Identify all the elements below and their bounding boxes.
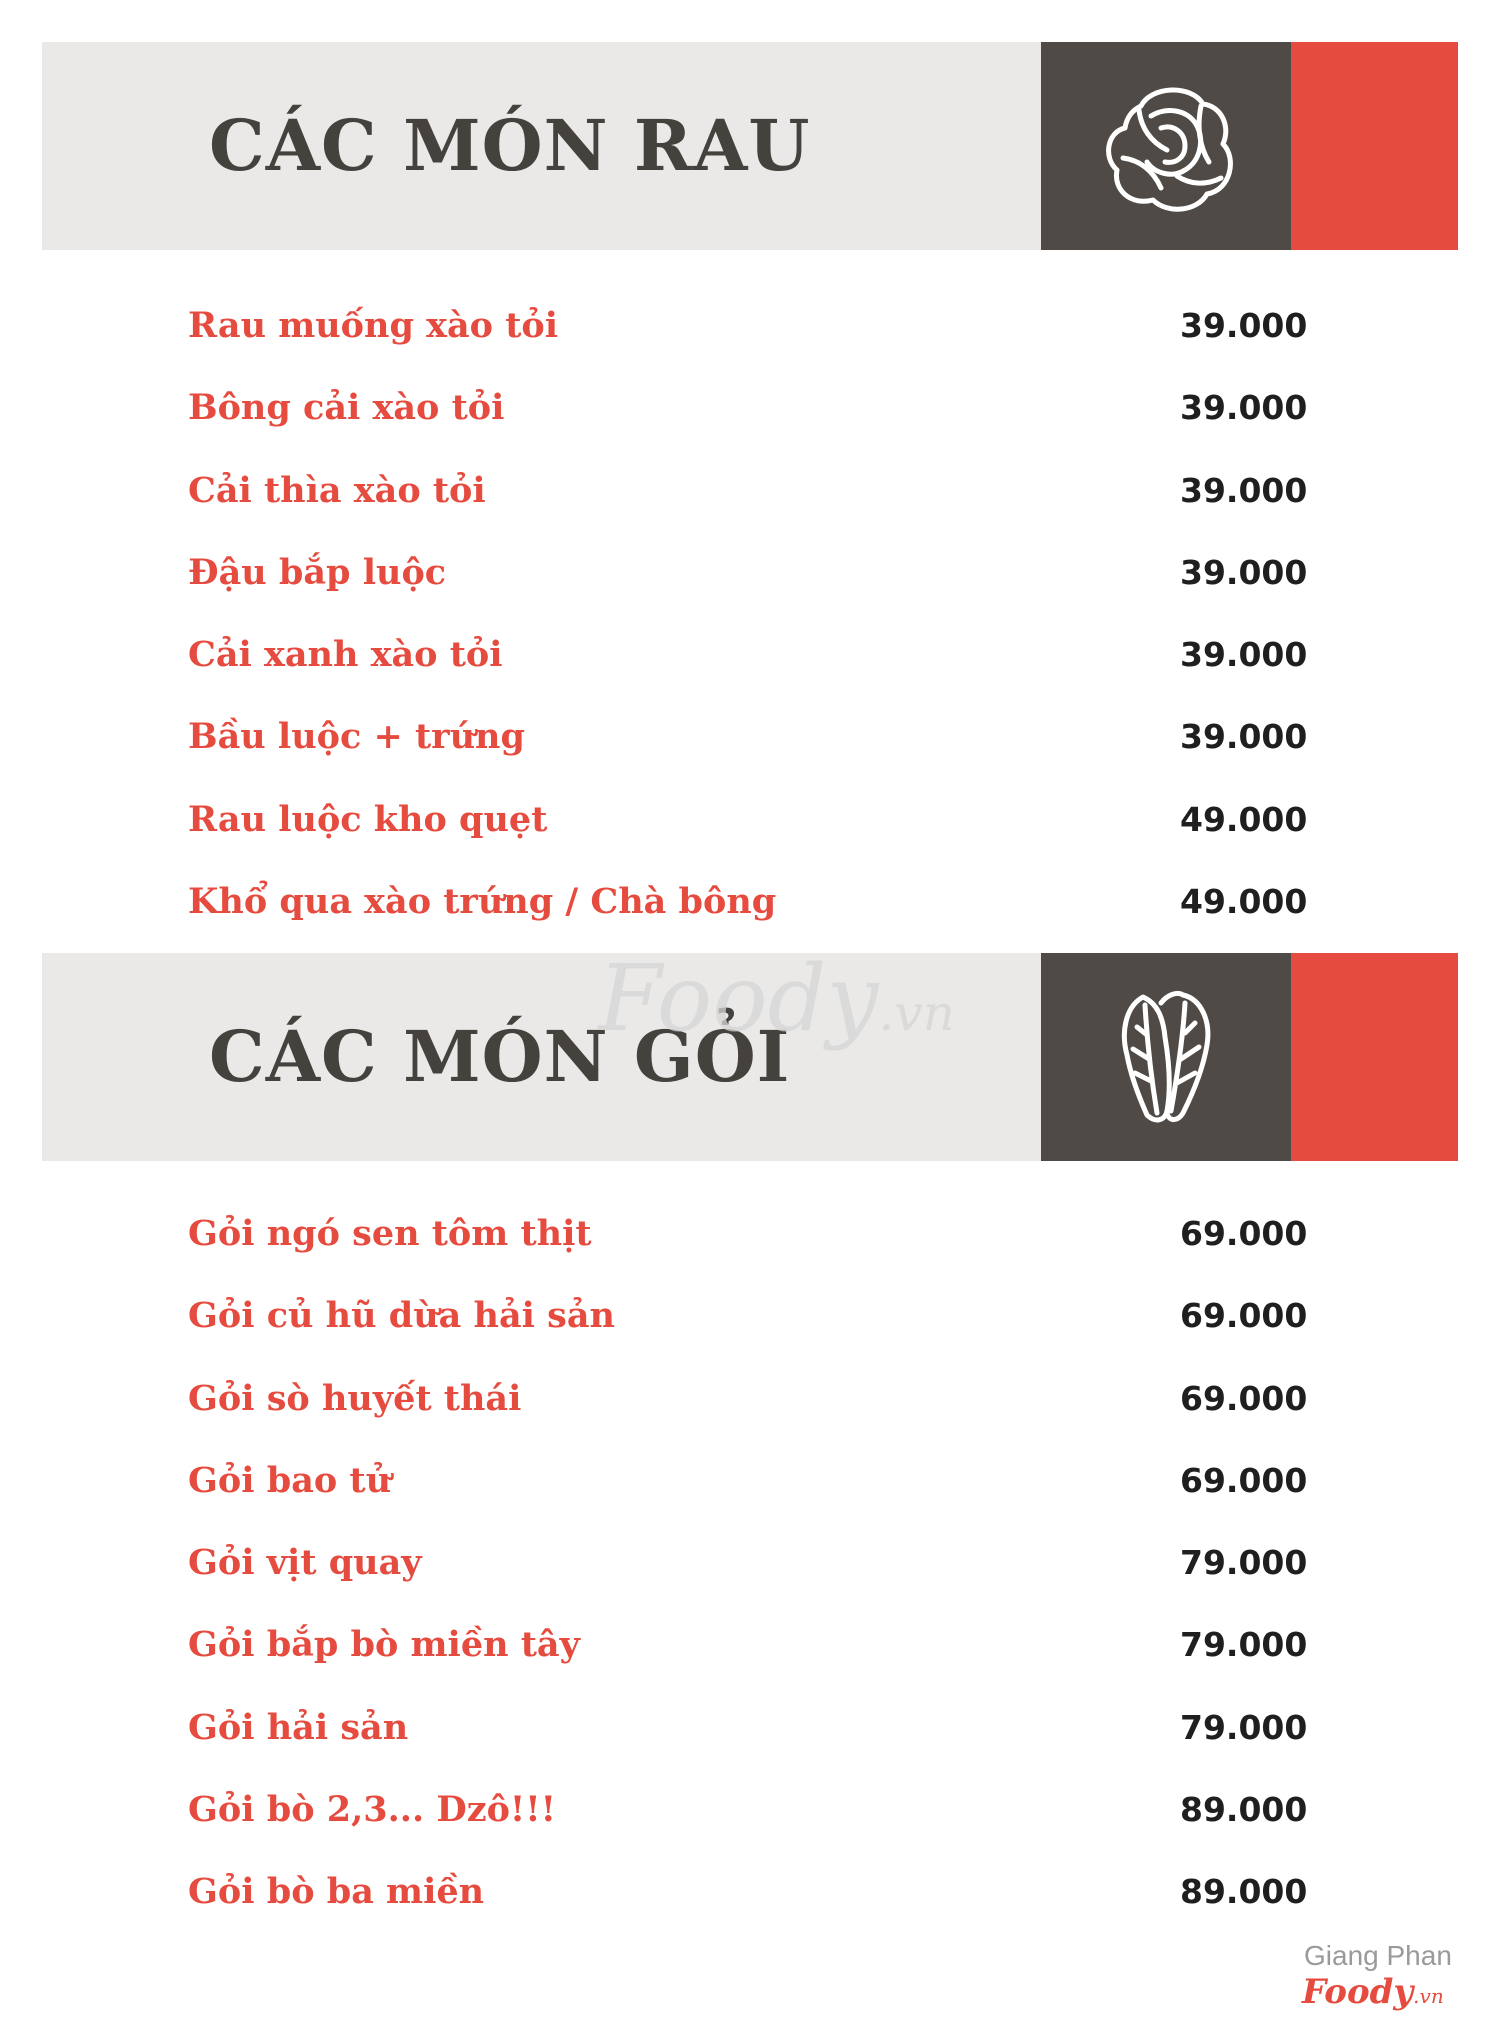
credit-tld: .vn — [1413, 1984, 1444, 2008]
menu-item-name: Gỏi ngó sen tôm thịt — [188, 1213, 592, 1254]
menu-item-price: 69.000 — [1180, 1378, 1308, 1418]
menu-item-price: 79.000 — [1180, 1625, 1308, 1665]
section-title: CÁC MÓN RAU — [209, 104, 811, 187]
menu-item-price: 49.000 — [1180, 882, 1308, 922]
menu-item-price: 89.000 — [1180, 1790, 1308, 1830]
menu-item — [0, 1440, 1500, 1522]
menu-item — [0, 1522, 1500, 1604]
menu-item-name: Gỏi bắp bò miền tây — [188, 1624, 580, 1666]
menu-item-name: Gỏi vịt quay — [188, 1542, 422, 1584]
menu-item-price: 69.000 — [1180, 1296, 1308, 1336]
accent-block — [1291, 42, 1458, 250]
menu-item-name: Rau muống xào tỏi — [188, 305, 559, 346]
menu-item-name: Gỏi bao tử — [188, 1459, 392, 1501]
menu-item-name: Gỏi bò ba miền — [188, 1871, 485, 1913]
menu-item — [0, 779, 1500, 861]
menu-item — [0, 532, 1500, 614]
menu-item-price: 39.000 — [1180, 552, 1308, 592]
menu-item-name: Cải thìa xào tỏi — [188, 469, 486, 511]
section-header-rau — [42, 42, 1458, 250]
menu-item — [0, 1687, 1500, 1769]
menu-item-name: Gỏi bò 2,3... Dzô!!! — [188, 1789, 557, 1831]
menu-item — [0, 614, 1500, 696]
menu-list-goi — [0, 1193, 1500, 1934]
menu-item — [0, 696, 1500, 778]
menu-item-price: 89.000 — [1180, 1872, 1308, 1912]
menu-item-price: 39.000 — [1180, 388, 1308, 428]
lettuce-icon — [1081, 977, 1251, 1137]
menu-item-price: 79.000 — [1180, 1543, 1308, 1583]
menu-item — [0, 1851, 1500, 1933]
menu-item-name: Đậu bắp luộc — [188, 551, 447, 593]
menu-item — [0, 450, 1500, 532]
menu-item-name: Gỏi sò huyết thái — [188, 1377, 522, 1419]
menu-item — [0, 285, 1500, 367]
foody-watermark — [598, 945, 955, 1052]
menu-item-price: 79.000 — [1180, 1707, 1308, 1747]
cabbage-icon — [1081, 66, 1251, 226]
menu-item-price: 39.000 — [1180, 635, 1308, 675]
section-title: CÁC MÓN GỎI — [209, 1015, 791, 1098]
accent-block — [1291, 953, 1458, 1161]
menu-item — [0, 1604, 1500, 1686]
menu-item-price: 39.000 — [1180, 470, 1308, 510]
menu-item-name: Gỏi củ hũ dừa hải sản — [188, 1295, 615, 1337]
menu-item — [0, 1769, 1500, 1851]
menu-item — [0, 861, 1500, 943]
menu-list-rau — [0, 285, 1500, 943]
menu-item-price: 39.000 — [1180, 717, 1308, 757]
foody-logo — [1302, 1972, 1444, 2012]
credit-brand: Foody — [1302, 1972, 1414, 2012]
credit-author: Giang Phan — [1304, 1940, 1452, 1971]
menu-item-name: Gỏi hải sản — [188, 1706, 409, 1748]
menu-item-name: Khổ qua xào trứng / Chà bông — [188, 881, 777, 923]
menu-item — [0, 367, 1500, 449]
watermark-tld: .vn — [878, 984, 955, 1042]
menu-item-price: 49.000 — [1180, 799, 1308, 839]
menu-item-name: Rau luộc kho quẹt — [188, 798, 548, 840]
menu-item-name: Cải xanh xào tỏi — [188, 634, 503, 676]
menu-item — [0, 1358, 1500, 1440]
menu-item — [0, 1275, 1500, 1357]
menu-item — [0, 1193, 1500, 1275]
section-icon-box — [1041, 42, 1291, 250]
menu-item-price: 69.000 — [1180, 1214, 1308, 1253]
section-icon-box — [1041, 953, 1291, 1161]
watermark-brand: Foody — [598, 945, 879, 1052]
menu-item-price: 39.000 — [1180, 306, 1308, 345]
menu-item-name: Bông cải xào tỏi — [188, 387, 505, 429]
menu-item-price: 69.000 — [1180, 1460, 1308, 1500]
menu-item-name: Bầu luộc + trứng — [188, 716, 525, 758]
